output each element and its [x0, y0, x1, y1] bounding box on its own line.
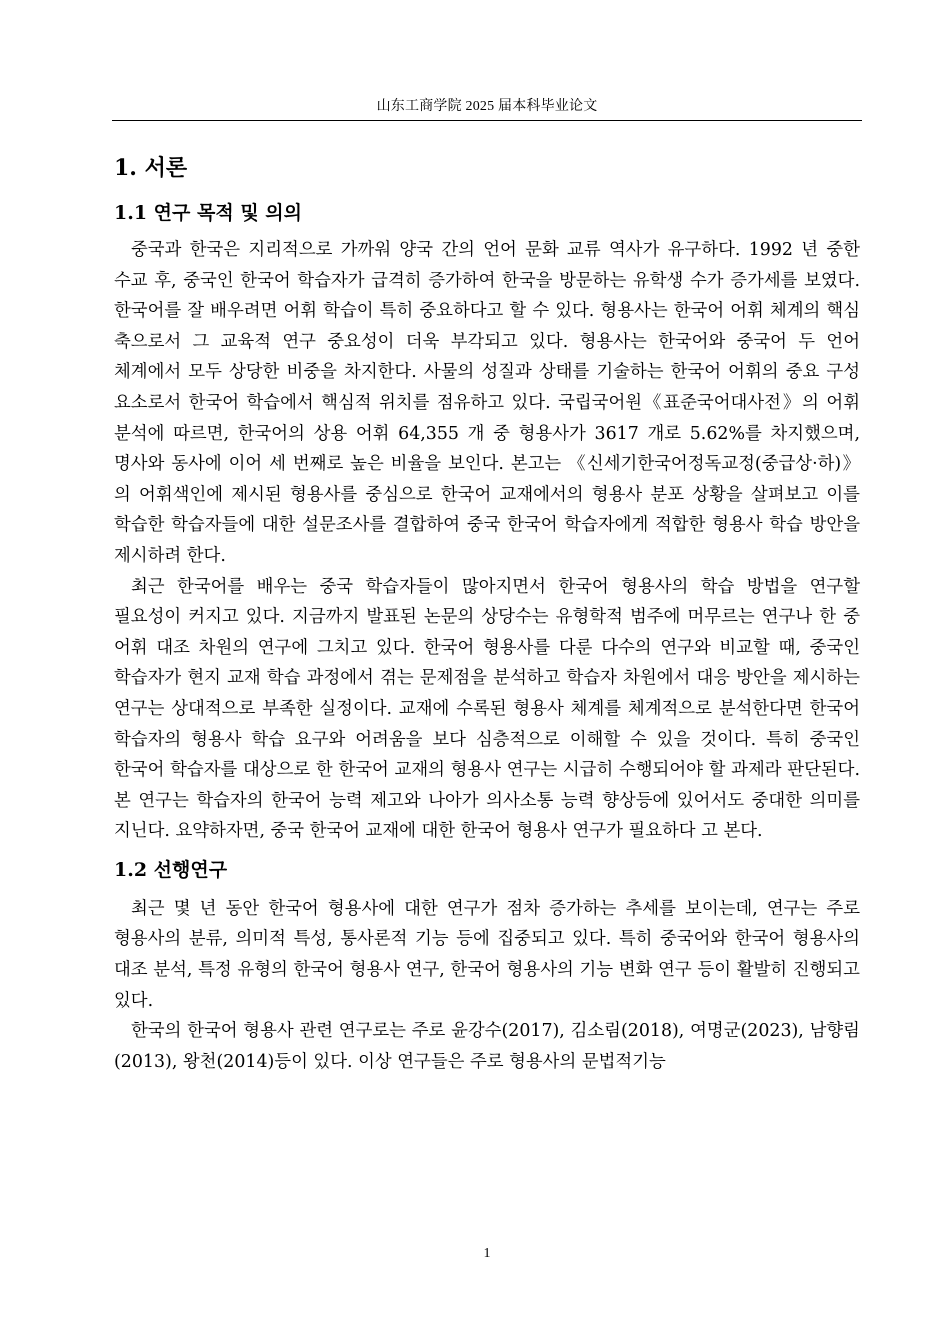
chapter-heading: 1. 서론	[114, 155, 188, 181]
body-paragraph: 최근 한국어를 배우는 중국 학습자들이 많아지면서 한국어 형용사의 학습 방법을 연구할 필요성이 커지고 있다. 지금까지 발표된 논문의 상당수는 유형학적 범주에 머무르는 연구나 한 중 어휘 대조 차원의 연구에 그치고 있다. 한국어 형용사를 다룬 다수의 연구와 비교할 때, 중국인 학습자가 현지 교재 학습 과정에서 겪는 문제점을 분석하고 학습자 차원에서 대응 방안을 제시하는 연구는 상대적으로 부족한 실정이다. 교재에 수록된 형용사 체계를 체계적으로 분석한다면 한국어 학습자의 형용사 학습 요구와 어려움을 보다 심층적으로 이해할 수 있을 것이다. 특히 중국인 한국어 학습자를 대상으로 한 한국어 교재의 형용사 연구는 시급히 수행되어야 할 과제라 판단된다. 본 연구는 학습자의 한국어 능력 제고와 나아가 의사소통 능력 향상등에 있어서도 중대한 의미를 지닌다. 요약하자면, 중국 한국어 교재에 대한 한국어 형용사 연구가 필요하다 고 본다.	[114, 576, 860, 842]
body-paragraph: 중국과 한국은 지리적으로 가까워 양국 간의 언어 문화 교류 역사가 유구하다. 1992 년 중한 수교 후, 중국인 한국어 학습자가 급격히 증가하여 한국을 방문하는 유학생 수가 증가세를 보였다.한국어를 잘 배우려면 어휘 학습이 특히 중요하다고 할 수 있다. 형용사는 한국어 어휘 체계의 핵심 축으로서 그 교육적 연구 중요성이 더욱 부각되고 있다. 형용사는 한국어와 중국어 두 언어 체계에서 모두 상당한 비중을 차지한다. 사물의 성질과 상태를 기술하는 한국어 어휘의 중요 구성 요소로서 한국어 학습에서 핵심적 위치를 점유하고 있다. 국립국어원《표준국어대사전》의 어휘 분석에 따르면, 한국어의 상용 어휘 64,355 개 중 형용사가 3617 개로 5.62%를 차지했으며, 명사와 동사에 이어 세 번째로 높은 비율을 보인다. 본고는 《신세기한국어정독교정(중급상·하)》의 어휘색인에 제시된 형용사를 중심으로 한국어 교재에서의 형용사 분포 상황을 살펴보고 이를 학습한 학습자들에 대한 설문조사를 결합하여 중국 한국어 학습자에게 적합한 형용사 학습 방안을 제시하려 한다.	[114, 240, 860, 566]
body-paragraph: 최근 몇 년 동안 한국어 형용사에 대한 연구가 점차 증가하는 추세를 보이는데, 연구는 주로 형용사의 분류, 의미적 특성, 통사론적 기능 등에 집중되고 있다. 특히 중국어와 한국어 형용사의 대조 분석, 특정 유형의 한국어 형용사 연구, 한국어 형용사의 기능 변화 연구 등이 활발히 진행되고 있다.	[114, 898, 860, 1011]
body-paragraph: 한국의 한국어 형용사 관련 연구로는 주로 윤강수(2017), 김소림(2018), 여명군(2023), 남향림(2013), 왕천(2014)등이 있다. 이상 연구들은 주로 형용사의 문법적기능	[114, 1021, 860, 1072]
header-rule	[112, 120, 862, 121]
section-heading-1-2: 1.2 선행연구	[114, 858, 228, 881]
section-heading-1-1: 1.1 연구 목적 및 의의	[114, 202, 302, 224]
page-content	[114, 148, 860, 1077]
page-number: 1	[483, 1246, 491, 1261]
running-header: 山东工商学院 2025 届本科毕业论文	[376, 99, 598, 114]
